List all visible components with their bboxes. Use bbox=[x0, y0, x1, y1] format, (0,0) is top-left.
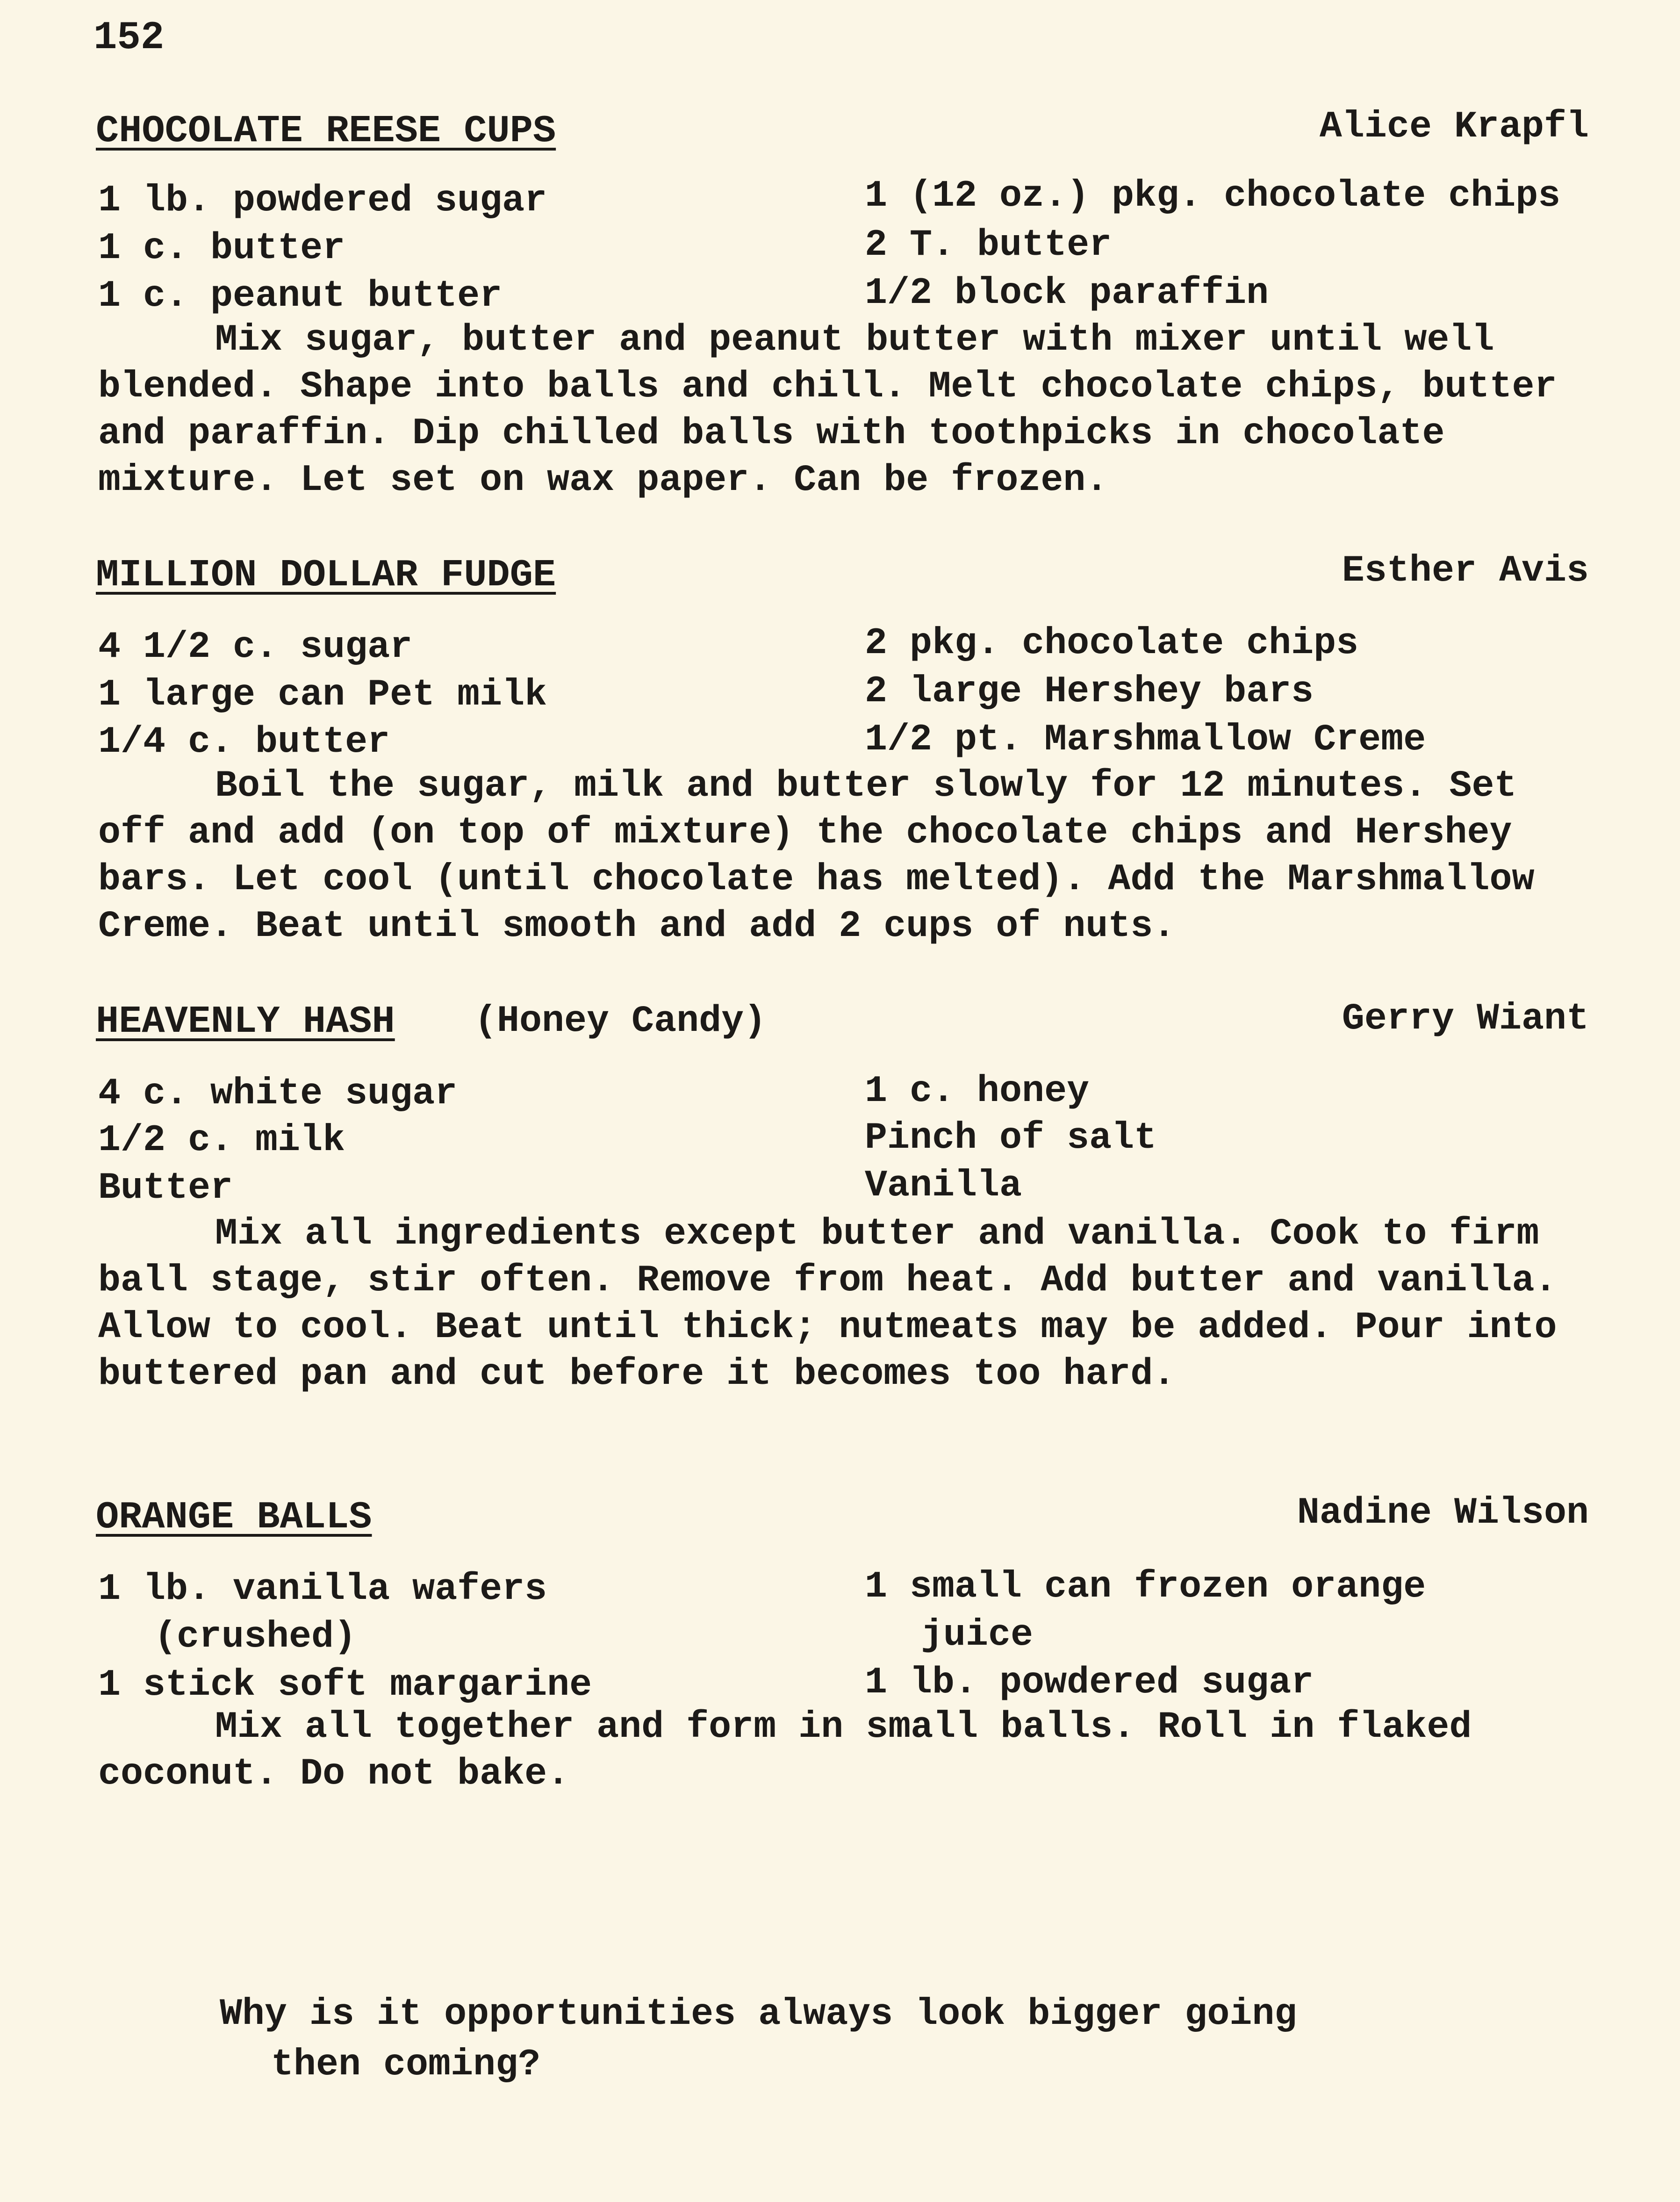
recipe-title: HEAVENLY HASH bbox=[96, 1000, 395, 1043]
recipe-title: ORANGE BALLS bbox=[96, 1496, 372, 1539]
ingredient: 4 1/2 c. sugar bbox=[98, 626, 413, 669]
recipe-method: Mix sugar, butter and peanut butter with mixer until well blended. Shape into balls and chill. Melt chocolate chips, butter and paraffin. Dip chilled balls with toothpicks in chocolate mixture. Let set on wax paper. Can be frozen. bbox=[98, 319, 1557, 502]
ingredient: 1 (12 oz.) pkg. chocolate chips bbox=[865, 175, 1561, 217]
ingredient: 1 lb. powdered sugar bbox=[98, 180, 547, 222]
quote-line: then coming? bbox=[271, 2044, 541, 2086]
ingredient: 1/2 block paraffin bbox=[865, 272, 1269, 315]
ingredient: 2 T. butter bbox=[865, 224, 1112, 266]
closing-quote bbox=[220, 1989, 1435, 2090]
recipe-author: Gerry Wiant bbox=[1342, 998, 1589, 1040]
recipe-author: Nadine Wilson bbox=[1297, 1492, 1589, 1534]
ingredient: 1 c. honey bbox=[865, 1070, 1090, 1113]
ingredient: 4 c. white sugar bbox=[98, 1072, 458, 1115]
ingredient: 2 pkg. chocolate chips bbox=[865, 622, 1359, 665]
recipe-method: Boil the sugar, milk and butter slowly for 12 minutes. Set off and add (on top of mixture) the chocolate chips and Hershey bars. Let cool (until chocolate has melted). Add the Marshmallow Creme. Beat until smooth and add 2 cups of nuts. bbox=[98, 765, 1535, 948]
recipe-method: Mix all together and form in small balls. Roll in flaked coconut. Do not bake. bbox=[98, 1706, 1472, 1795]
recipe-subtitle: (Honey Candy) bbox=[474, 1000, 767, 1043]
ingredient: 1 large can Pet milk bbox=[98, 674, 547, 716]
ingredient: 1 c. butter bbox=[98, 227, 345, 270]
ingredient: Vanilla bbox=[865, 1165, 1022, 1207]
ingredient: (crushed) bbox=[154, 1616, 357, 1658]
ingredient: 1 small can frozen orange bbox=[865, 1566, 1426, 1608]
recipe-method: Mix all ingredients except butter and vanilla. Cook to firm ball stage, stir often. Remove from heat. Add butter and vanilla. Allow to cool. Beat until thick; nutmeats may be added. Pour into buttered pan and cut before it becomes too hard. bbox=[98, 1213, 1557, 1396]
recipe-title: CHOCOLATE REESE CUPS bbox=[96, 109, 556, 153]
ingredient: 1 c. peanut butter bbox=[98, 275, 503, 317]
ingredient: 1 lb. powdered sugar bbox=[865, 1662, 1314, 1704]
ingredient: 1 stick soft margarine bbox=[98, 1664, 592, 1706]
ingredient: Pinch of salt bbox=[865, 1117, 1157, 1159]
ingredient: 1/4 c. butter bbox=[98, 721, 390, 763]
ingredient: 1 lb. vanilla wafers bbox=[98, 1568, 547, 1611]
ingredient: 1/2 pt. Marshmallow Creme bbox=[865, 719, 1426, 761]
ingredient: 1/2 c. milk bbox=[98, 1119, 345, 1162]
ingredient: juice bbox=[921, 1614, 1034, 1656]
page-number: 152 bbox=[93, 16, 165, 60]
quote-line: Why is it opportunities always look bigger going bbox=[220, 1993, 1297, 2036]
ingredient: 2 large Hershey bars bbox=[865, 670, 1314, 713]
recipe-author: Esther Avis bbox=[1342, 550, 1589, 592]
recipe-title: MILLION DOLLAR FUDGE bbox=[96, 554, 556, 597]
recipe-author: Alice Krapfl bbox=[1319, 106, 1589, 148]
ingredient: Butter bbox=[98, 1167, 233, 1209]
